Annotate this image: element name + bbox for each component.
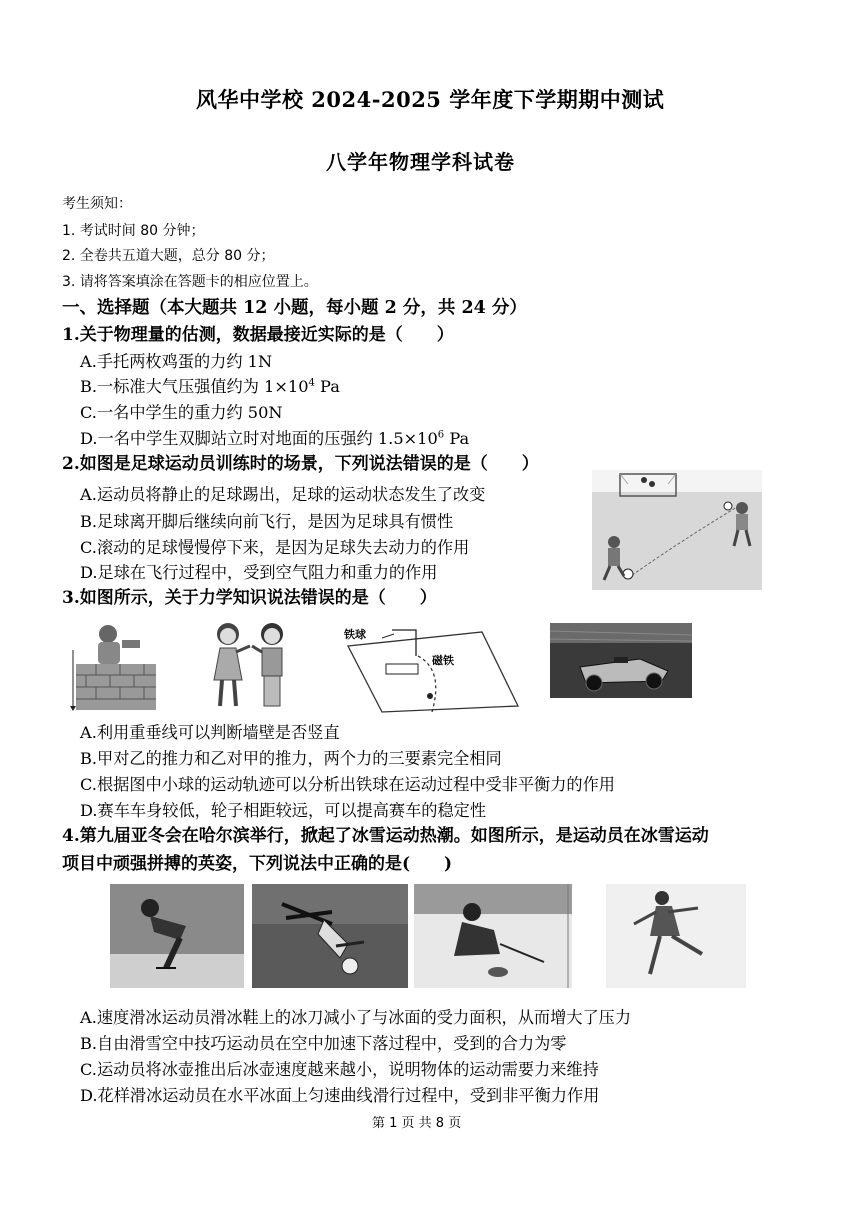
question-2-option-c: C.滚动的足球慢慢停下来，是因为足球失去动力的作用 xyxy=(80,538,470,557)
exam-title: 风华中学校 2024-2025 学年度下学期期中测试 xyxy=(196,87,665,112)
exam-subtitle: 八学年物理学科试卷 xyxy=(326,150,515,174)
question-1-option-d: D.一名中学生双脚站立时对地面的压强约 $1.5\times 10^6$ Pa xyxy=(80,429,470,448)
notice-item: 2. 全卷共五道大题，总分 80 分； xyxy=(62,248,275,264)
question-2-stem: 2.如图是足球运动员训练时的场景，下列说法错误的是（ ） xyxy=(62,454,539,474)
notice-heading: 考生须知： xyxy=(62,196,132,212)
question-4-option-b: B.自由滑雪空中技巧运动员在空中加速下落过程中，受到的合力为零 xyxy=(80,1034,567,1053)
question-1-option-c: C.一名中学生的重力约 50N xyxy=(80,403,283,422)
speed-skating-figure xyxy=(110,884,244,988)
curling-figure xyxy=(414,884,572,988)
question-1-stem: 1.关于物理量的估测，数据最接近实际的是（ ） xyxy=(62,325,454,345)
question-4-option-d: D.花样滑冰运动员在水平冰面上匀速曲线滑行过程中，受到非平衡力作用 xyxy=(80,1086,600,1105)
two-kids-pushing-figure xyxy=(198,614,304,714)
question-3-option-b: B.甲对乙的推力和乙对甲的推力，两个力的三要素完全相同 xyxy=(80,749,502,768)
section-heading: 一、选择题（本大题共 12 小题，每小题 2 分，共 24 分） xyxy=(62,298,527,318)
notice-item: 3. 请将答案填涂在答题卡的相应位置上。 xyxy=(62,274,318,290)
question-3-option-c: C.根据图中小球的运动轨迹可以分析出铁球在运动过程中受非平衡力的作用 xyxy=(80,775,615,794)
plumb-line-wall-figure xyxy=(68,620,160,712)
race-car-figure xyxy=(550,623,692,698)
question-4-option-a: A.速度滑冰运动员滑冰鞋上的冰刀减小了与冰面的受力面积，从而增大了压力 xyxy=(80,1008,632,1027)
question-4-option-c: C.运动员将冰壶推出后冰壶速度越来越小，说明物体的运动需要力来维持 xyxy=(80,1060,599,1079)
soccer-training-figure xyxy=(592,470,762,590)
notice-item: 1. 考试时间 80 分钟； xyxy=(62,223,205,239)
question-2-option-b: B.足球离开脚后继续向前飞行，是因为足球具有惯性 xyxy=(80,512,454,531)
question-3-option-d: D.赛车车身较低，轮子相距较远，可以提高赛车的稳定性 xyxy=(80,801,487,820)
iron-ball-label: 铁球 xyxy=(344,628,366,641)
question-3-option-a: A.利用重垂线可以判断墙壁是否竖直 xyxy=(80,723,340,742)
figure-skating-figure xyxy=(606,884,746,988)
magnet-label: 磁铁 xyxy=(432,654,454,667)
aerial-skiing-figure xyxy=(252,884,408,988)
question-2-option-a: A.运动员将静止的足球踢出，足球的运动状态发生了改变 xyxy=(80,485,486,504)
question-3-stem: 3.如图所示，关于力学知识说法错误的是（ ） xyxy=(62,588,437,608)
question-1-option-b: B.一标准大气压强值约为 $1\times 10^4$ Pa xyxy=(80,377,340,396)
question-4-stem-line2: 项目中顽强拼搏的英姿，下列说法中正确的是( ) xyxy=(62,854,453,874)
question-2-option-d: D.足球在飞行过程中，受到空气阻力和重力的作用 xyxy=(80,563,438,582)
page-number: 第 1 页 共 8 页 xyxy=(372,1116,462,1131)
question-4-stem-line1: 4.第九届亚冬会在哈尔滨举行，掀起了冰雪运动热潮。如图所示，是运动员在冰雪运动 xyxy=(62,826,709,846)
question-1-option-a: A.手托两枚鸡蛋的力约 1N xyxy=(80,352,273,371)
